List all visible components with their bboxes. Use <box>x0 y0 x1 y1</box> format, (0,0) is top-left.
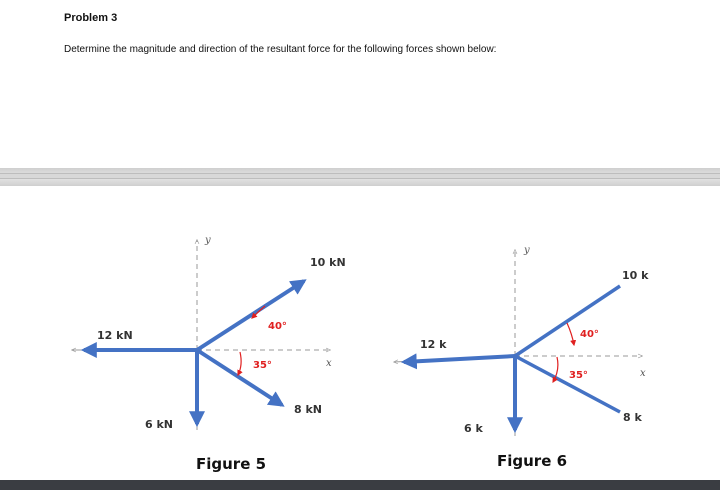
force-down-right <box>197 350 282 405</box>
force-label-up-right: 10 kN <box>310 256 346 269</box>
angle-label-lower: 35° <box>569 370 588 381</box>
force-label-down-right: 8 k <box>623 411 642 424</box>
force-label-up-right: 10 k <box>622 269 649 282</box>
force-label-down: 6 kN <box>145 418 174 431</box>
angle-arc-upper <box>567 323 574 345</box>
problem-title: Problem 3 <box>64 12 118 24</box>
bottom-bar <box>0 480 720 490</box>
force-up-right <box>515 286 620 356</box>
problem-statement: Determine the magnitude and direction of the resultant force for the following forces shown below: <box>64 44 497 55</box>
y-axis-label: y <box>524 245 530 256</box>
figure-caption: Figure 5 <box>196 455 267 473</box>
force-left <box>404 356 515 362</box>
figure-caption: Figure 6 <box>497 452 568 470</box>
angle-arc-lower <box>238 352 241 375</box>
angle-label-upper: 40° <box>580 329 599 340</box>
x-axis-label: x <box>326 358 332 369</box>
y-axis-label: y <box>205 235 211 246</box>
force-up-right <box>197 281 304 350</box>
figure-6 <box>394 245 649 470</box>
force-label-down: 6 k <box>464 422 483 435</box>
force-label-down-right: 8 kN <box>294 403 323 416</box>
force-label-left: 12 kN <box>97 329 133 342</box>
angle-label-upper: 40° <box>268 321 287 332</box>
force-down-right <box>515 356 620 412</box>
x-axis-label: x <box>640 368 646 379</box>
force-label-left: 12 k <box>420 338 447 351</box>
figure-5 <box>72 235 346 473</box>
angle-label-lower: 35° <box>253 360 272 371</box>
